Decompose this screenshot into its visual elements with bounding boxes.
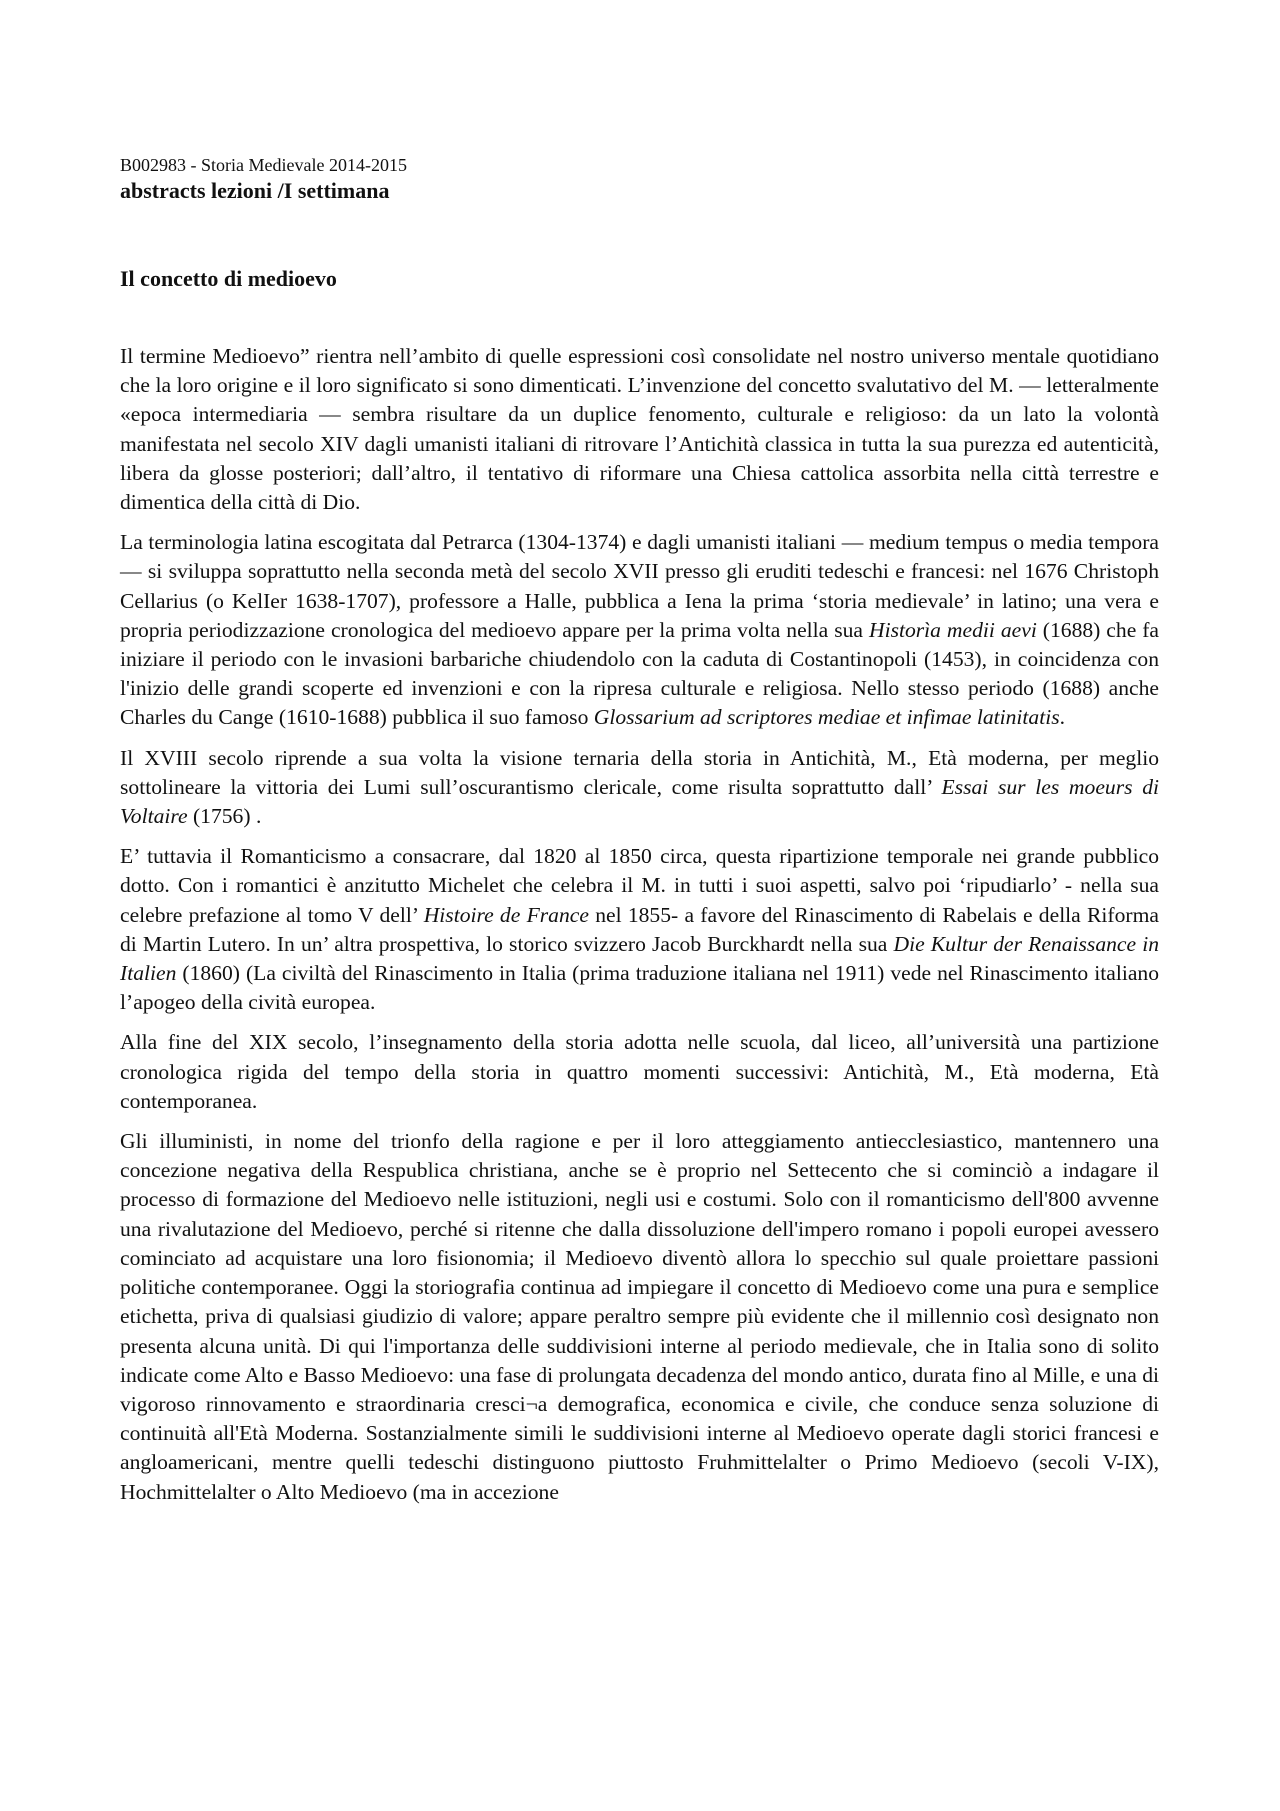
paragraph <box>120 744 1159 832</box>
paragraph <box>120 342 1159 517</box>
italic-title: Historìa medii aevi <box>868 617 1037 642</box>
text-run: La terminologia latina escogitata dal Petrarca (1304-1374) e dagli umanisti italiani — medium tempus o media tempora — si sviluppa soprattutto nella seconda metà del secolo XVII presso gli eruditi tedeschi e francesi: nel 1676 Christoph Cellarius (o KelIer 1638-1707), professore a Halle, pubblica a Iena la prima ‘storia medievale’ in latino; una vera e propria periodizzazione cronologica del medioevo appare per la prima volta nella sua <box>120 530 1159 642</box>
text-run: (1756) . <box>187 804 262 829</box>
course-code: B002983 - Storia Medievale 2014-2015 <box>120 155 407 175</box>
paragraph <box>120 1127 1159 1507</box>
section-title: Il concetto di medioevo <box>120 266 337 291</box>
italic-title: Glossarium ad scriptores mediae et infimae latinitatis <box>593 705 1060 730</box>
text-run: Gli illuministi, in nome del trionfo della ragione e per il loro atteggiamento antiecclesiastico, mantennero una concezione negativa della Respublica christiana, anche se è proprio nel Settecento che si cominciò a indagare il processo di formazione del Medioevo nelle istituzioni, negli usi e costumi. Solo con il romanticismo dell'800 avvenne una rivalutazione del Medioevo, perché si ritenne che dalla dissoluzione dell'impero romano i popoli europei avessero cominciato ad acquistare una loro fisionomia; il Medioevo diventò allora lo specchio sul quale proiettare passioni politiche contemporanee. Oggi la storiografia continua ad impiegare il concetto di Medioevo come una pura e semplice etichetta, priva di qualsiasi giudizio di valore; appare peraltro sempre più evidente che il millennio così designato non presenta alcuna unità. Di qui l'importanza delle suddivisioni interne al periodo medievale, che in Italia sono di solito indicate come Alto e Basso Medioevo: una fase di prolungata decadenza del mondo antico, durata fino al Mille, e una di vigoroso rinnovamento e straordinaria cresci¬a demografica, economica e civile, che conduce senza soluzione di continuità all'Età Moderna. Sostanzialmente simili le suddivisioni interne al Medioevo operate dagli storici francesi e angloamericani, mentre quelli tedeschi distinguono piuttosto Fruhmittelalter o Primo Medioevo (secoli V-IX), Hochmittelalter o Alto Medioevo (ma in accezione <box>120 1129 1159 1504</box>
text-run: Il XVIII secolo riprende a sua volta la visione ternaria della storia in Antichità, M., Età moderna, per meglio sottolineare la vittoria dei Lumi sull’oscurantismo clericale, come risulta soprattutto dall’ <box>120 745 1159 799</box>
body-text <box>120 342 1159 1518</box>
text-run: Il termine Medioevo” rientra nell’ambito di quelle espressioni così consolidate nel nostro universo mentale quotidiano che la loro origine e il loro significato si sono dimenticati. L’invenzione del concetto svalutativo del M. — letteralmente «epoca intermediaria — sembra risultare da un duplice fenomento, culturale e religioso: da un lato la volontà manifestata nel secolo XIV dagli umanisti italiani di ritrovare l’Antichità classica in tutta la sua purezza ed autenticità, libera da glosse posteriori; dall’altro, il tentativo di riformare una Chiesa cattolica assorbita nella città terrestre e dimentica della città di Dio. <box>120 344 1159 515</box>
paragraph <box>120 528 1159 732</box>
italic-title: Essai sur les moeurs di Voltaire <box>120 774 1159 829</box>
italic-title: Histoire de France <box>423 902 589 927</box>
text-run: nel 1855- a favore del Rinascimento di Rabelais e della Riforma di Martin Lutero. In un’ altra prospettiva, lo storico svizzero Jacob Burckhardt nella sua <box>120 902 1159 956</box>
paragraph <box>120 1028 1159 1116</box>
italic-title: Die Kultur der Renaissance in Italien <box>120 931 1159 986</box>
text-run: (1688) che fa iniziare il periodo con le invasioni barbariche chiudendolo con la caduta di Costantinopoli (1453), in coincidenza con l'inizio delle grandi scoperte ed invenzioni e con la ripresa culturale e religiosa. Nello stesso periodo (1688) anche Charles du Cange (1610-1688) pubblica il suo famoso <box>120 617 1160 730</box>
document-subtitle: abstracts lezioni /I settimana <box>120 178 390 203</box>
text-run: . <box>1059 705 1066 730</box>
paragraph <box>120 842 1159 1017</box>
text-run: (1860) (La civiltà del Rinascimento in Italia (prima traduzione italiana nel 1911) vede nel Rinascimento italiano l’apogeo della cività europea. <box>120 961 1159 1015</box>
text-run: E’ tuttavia il Romanticismo a consacrare, dal 1820 al 1850 circa, questa ripartizione temporale nei grande pubblico dotto. Con i romantici è anzitutto Michelet che celebra il M. in tutti i suoi aspetti, salvo poi ‘ripudiarlo’ - nella sua celebre prefazione al tomo V dell’ <box>120 844 1159 927</box>
text-run: Alla fine del XIX secolo, l’insegnamento della storia adotta nelle scuola, dal liceo, all’università una partizione cronologica rigida del tempo della storia in quattro momenti successivi: Antichità, M., Età moderna, Età contemporanea. <box>120 1030 1159 1113</box>
